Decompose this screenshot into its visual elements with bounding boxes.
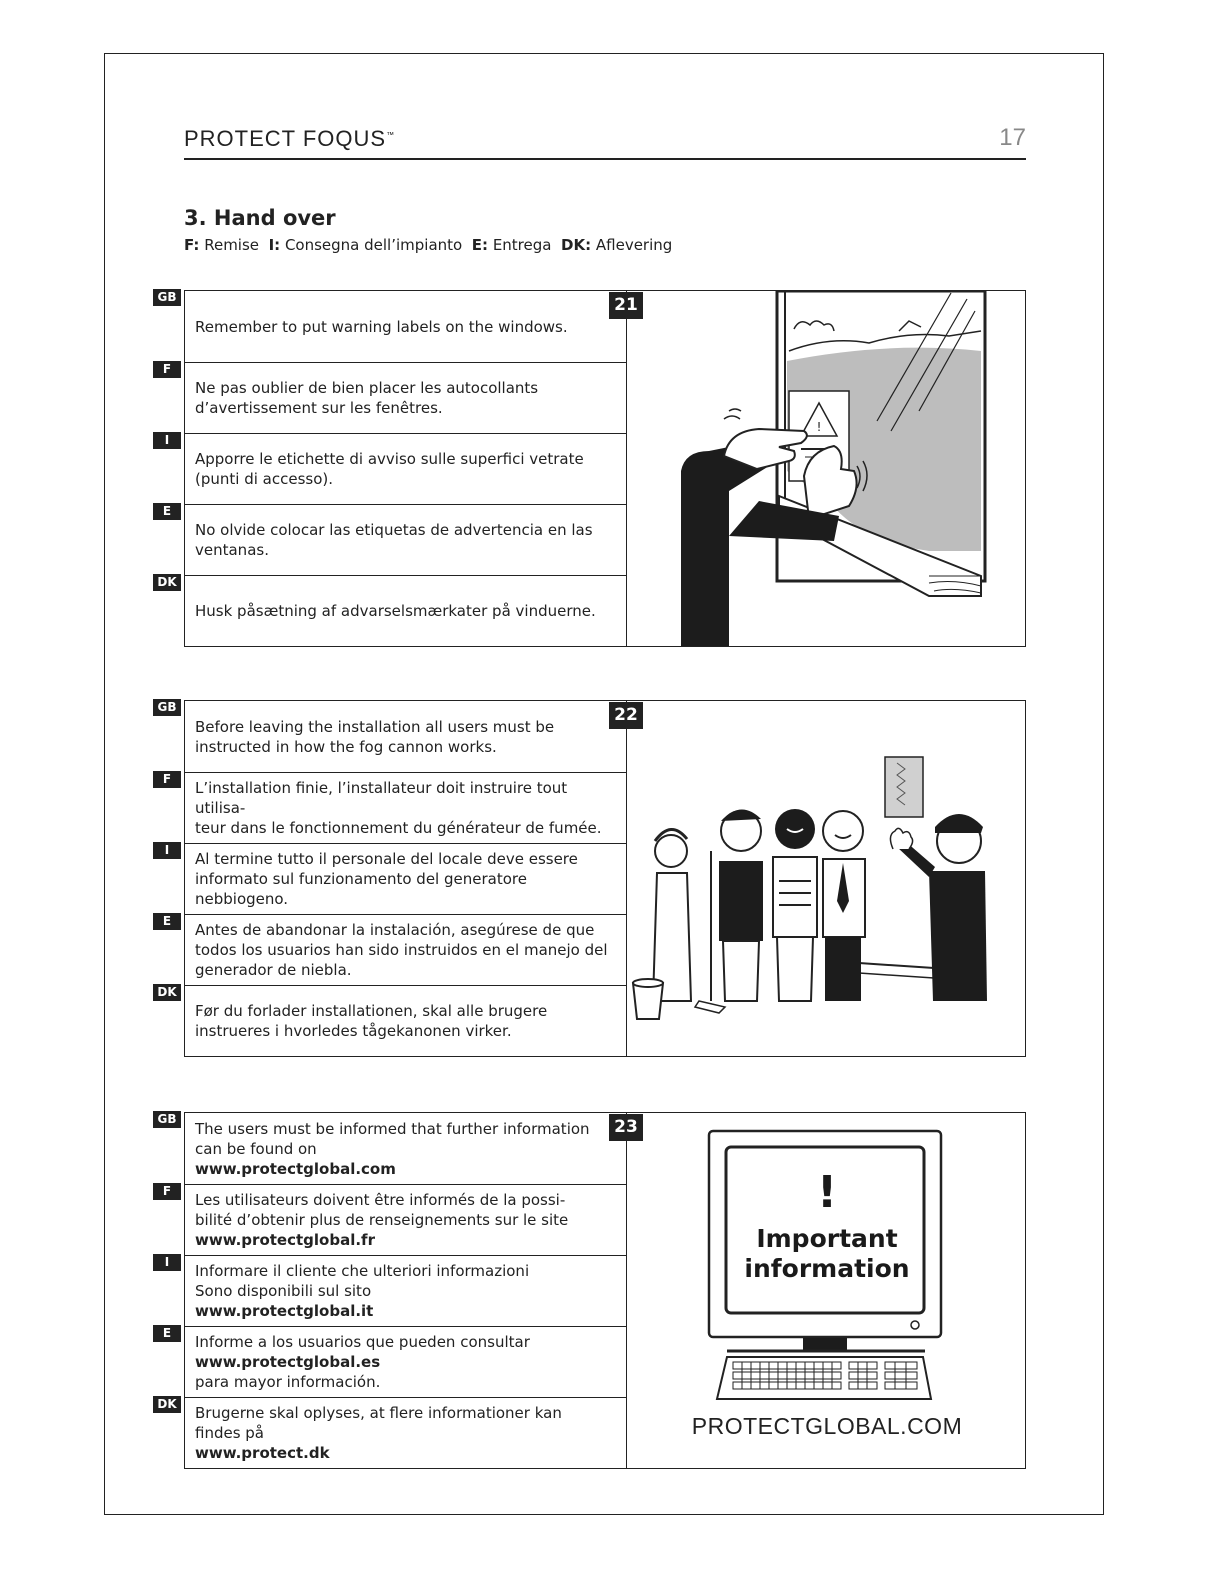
- window-label-illustration: [629, 291, 1025, 646]
- step-21-row-i: [164, 433, 627, 504]
- lang-tag-i: I: [153, 432, 181, 449]
- instruction-text: L’installation finie, l’installateur doit instruire tout utilisa- teur dans le fonctionnement du générateur de fumée.: [195, 779, 602, 837]
- instruction-text: Les utilisateurs doivent être informés de la possi- bilité d’obtenir plus de renseignements sur le site www.protectglobal.fr: [195, 1191, 569, 1249]
- hands-applying-label-image: [629, 291, 1025, 646]
- lang-tag-gb: GB: [153, 1111, 181, 1128]
- lang-tag-i: I: [153, 842, 181, 859]
- instruction-text: The users must be informed that further information can be found on www.protectglobal.com: [195, 1119, 590, 1178]
- instruction-text: Remember to put warning labels on the windows.: [195, 317, 568, 336]
- lang-tag-dk: DK: [153, 574, 181, 591]
- step-21-row-f: [162, 362, 627, 433]
- website-link[interactable]: www.protect.dk: [195, 1444, 330, 1462]
- lang-tag-f: F: [153, 771, 181, 788]
- step-21-row-gb: [157, 290, 627, 362]
- instruction-text: Before leaving the installation all users must be instructed in how the fog cannon works.: [195, 717, 555, 756]
- instruction-text: Antes de abandonar la instalación, asegúrese de que todos los usuarios han sido instruidos en el manejo del generador de niebla.: [195, 921, 608, 979]
- lang-tag-e: E: [153, 503, 181, 520]
- step-21-text-column: [157, 290, 627, 646]
- step-22-row-dk: [157, 985, 627, 1056]
- step-22-row-f: [162, 772, 627, 843]
- lang-tag-e: E: [153, 1325, 181, 1342]
- screen-exclamation: !: [816, 1167, 838, 1218]
- step-22-row-i: [164, 843, 627, 914]
- step-21-block: [157, 290, 1026, 647]
- step-number-badge: 22: [609, 702, 643, 729]
- page-number: 17: [999, 124, 1026, 151]
- step-number-badge: 23: [609, 1114, 643, 1141]
- instruction-text: Informe a los usuarios que pueden consultar www.protectglobal.es para mayor información.: [195, 1333, 530, 1391]
- step-21-row-e: [162, 504, 627, 575]
- step-number-badge: 21: [609, 292, 643, 319]
- instruction-text: Informare il cliente che ulteriori informazioni Sono disponibili sul sito www.protectglobal.it: [195, 1262, 530, 1320]
- lang-tag-gb: GB: [153, 289, 181, 306]
- lang-tag-f: F: [153, 361, 181, 378]
- step-23-text-column: [157, 1112, 627, 1468]
- step-22-row-e: [162, 914, 627, 985]
- website-link[interactable]: www.protectglobal.com: [195, 1159, 396, 1178]
- brand-title: PROTECT FOQUS™: [184, 126, 395, 151]
- users-instruction-illustration: [629, 701, 1025, 1056]
- website-link[interactable]: www.protectglobal.es: [195, 1353, 381, 1371]
- lang-tag-e: E: [153, 913, 181, 930]
- website-caption: PROTECTGLOBAL.COM: [691, 1413, 963, 1439]
- instruction-text: Ne pas oublier de bien placer les autocollants d’avertissement sur les fenêtres.: [195, 379, 539, 417]
- step-21-row-dk: [157, 575, 627, 646]
- instruction-text: Al termine tutto il personale del locale deve essere informato sul funzionamento del generatore nebbiogeno.: [195, 850, 578, 908]
- step-23-row-f: [162, 1184, 627, 1255]
- step-23-row-gb: [157, 1112, 627, 1184]
- step-23-row-e: [162, 1326, 627, 1397]
- lang-tag-dk: DK: [153, 1396, 181, 1413]
- section-title: 3. Hand over: [184, 206, 336, 230]
- instruction-text: Apporre le etichette di avviso sulle superfici vetrate (punti di accesso).: [195, 450, 584, 488]
- instruction-text: Før du forlader installationen, skal alle brugere instrueres i hvorledes tågekanonen virker.: [195, 1002, 548, 1040]
- instruction-text: Husk påsætning af advarselsmærkater på vinduerne.: [195, 602, 596, 620]
- step-22-row-gb: [157, 700, 627, 772]
- group-instruction-image: [629, 701, 1025, 1056]
- lang-tag-dk: DK: [153, 984, 181, 1001]
- lang-tag-f: F: [153, 1183, 181, 1200]
- lang-tag-gb: GB: [153, 699, 181, 716]
- step-23-row-dk: [157, 1397, 627, 1468]
- instruction-text: Brugerne skal oplyses, at flere informationer kan findes på www.protect.dk: [195, 1404, 562, 1462]
- screen-title-line2: information: [744, 1254, 910, 1283]
- svg-text:!: !: [816, 420, 822, 434]
- step-23-block: [157, 1112, 1026, 1469]
- page-header: [184, 126, 1026, 160]
- section-translations: F: Remise I: Consegna dell’impianto E: Entrega DK: Aflevering: [184, 236, 673, 254]
- website-link[interactable]: www.protectglobal.it: [195, 1302, 374, 1320]
- step-22-block: [157, 700, 1026, 1057]
- lang-tag-i: I: [153, 1254, 181, 1271]
- step-23-row-i: [164, 1255, 627, 1326]
- website-link[interactable]: www.protectglobal.fr: [195, 1231, 375, 1249]
- screen-title-line1: Important: [756, 1224, 898, 1253]
- instruction-text: No olvide colocar las etiquetas de advertencia en las ventanas.: [195, 521, 593, 559]
- computer-illustration: [629, 1113, 1025, 1468]
- step-22-text-column: [157, 700, 627, 1056]
